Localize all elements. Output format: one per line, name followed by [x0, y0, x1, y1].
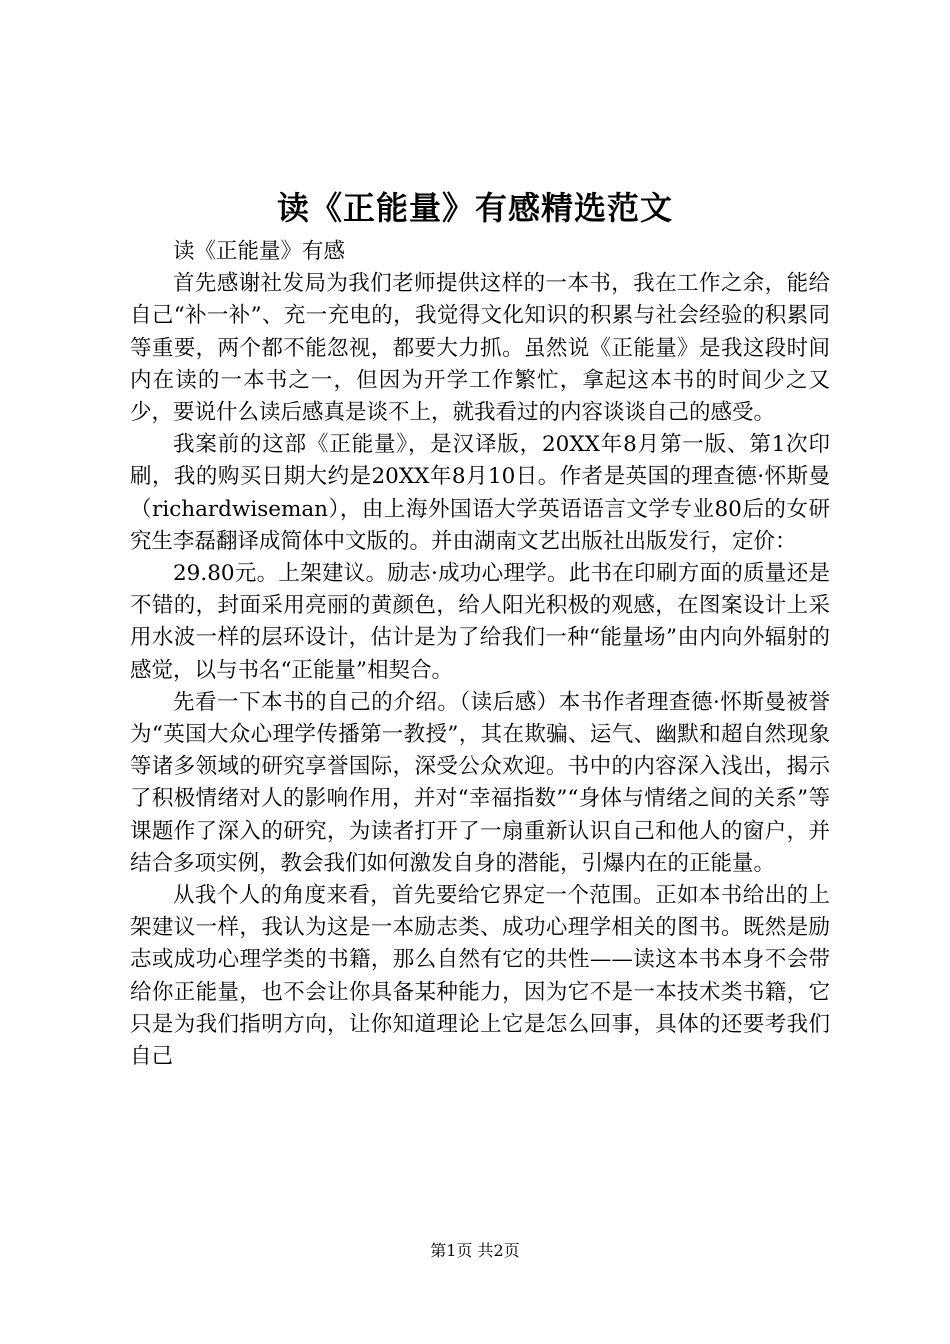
paragraph-subtitle: 读《正能量》有感 — [173, 239, 346, 264]
paragraph: 我案前的这部《正能量》，是汉译版，20XX年8月第一版、第1次印刷，我的购买日期大约是20XX年8月10日。作者是英国的理查德·怀斯曼（richardwiseman），由上海外国语大学英语语言文学专业80后的女研究生李磊翻译成简体中文版的。并由湖南文艺出版社出版发行，定价： — [130, 432, 830, 554]
paragraph: 先看一下本书的自己的介绍。（读后感）本书作者理查德·怀斯曼被誉为“英国大众心理学传播第一教授”，其在欺骗、运气、幽默和超自然现象等诸多领域的研究享誉国际，深受公众欢迎。书中的内容深入浅出，揭示了积极情绪对人的影响作用，并对“幸福指数”“身体与情绪之间的关系”等课题作了深入的研究，为读者打开了一扇重新认识自己和他人的窗户，并结合多项实例，教会我们如何激发自身的潜能，引爆内在的正能量。 — [130, 689, 830, 876]
page-number-footer: 第1页 共2页 — [430, 1241, 520, 1260]
document-title: 读《正能量》有感精选范文 — [276, 189, 673, 227]
paragraph: 29.80元。上架建议。励志·成功心理学。此书在印刷方面的质量还是不错的，封面采用亮丽的黄颜色，给人阳光积极的观感，在图案设计上采用水波一样的层环设计，估计是为了给我们一种“能量场”由内向外辐射的感觉，以与书名“正能量”相契合。 — [130, 561, 830, 683]
paragraph: 首先感谢社发局为我们老师提供这样的一本书，我在工作之余，能给自己“补一补”、充一充电的，我觉得文化知识的积累与社会经验的积累同等重要，两个都不能忽视，都要大力抓。虽然说《正能量》是我这段时间内在读的一本书之一，但因为开学工作繁忙，拿起这本书的时间少之又少，要说什么读后感真是谈不上，就我看过的内容谈谈自己的感受。 — [130, 271, 830, 426]
document-body — [130, 236, 830, 1073]
paragraph: 从我个人的角度来看，首先要给它界定一个范围。正如本书给出的上架建议一样，我认为这是一本励志类、成功心理学相关的图书。既然是励志或成功心理学类的书籍，那么自然有它的共性——读这本书本身不会带给你正能量，也不会让你具备某种能力，因为它不是一本技术类书籍，它只是为我们指明方向，让你知道理论上它是怎么回事，具体的还要考我们自己 — [130, 883, 830, 1070]
